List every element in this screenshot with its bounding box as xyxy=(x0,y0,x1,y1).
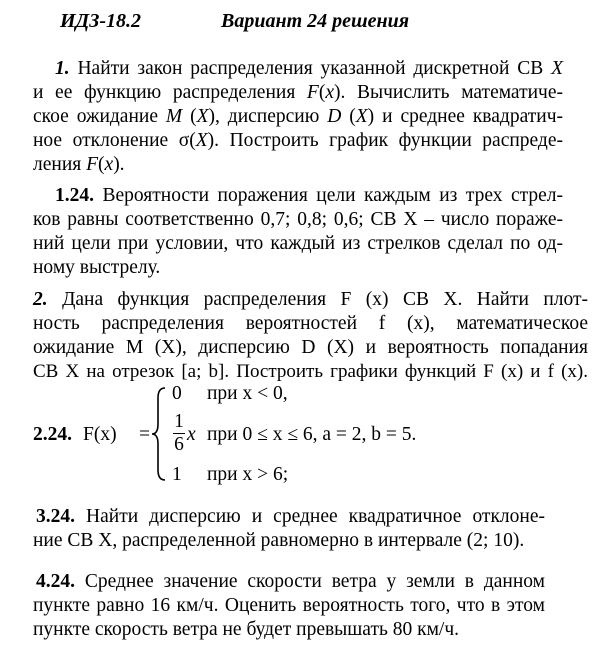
fraction-numerator: 1 xyxy=(174,411,184,432)
task-3-24-line: ние СВ X, распределенной равномерно в интервале (2; 10). xyxy=(33,530,525,551)
case-2-value: 1 xyxy=(172,464,182,485)
text: ское ожидание xyxy=(33,106,166,127)
task-4-24-line: пункте равно 16 км/ч. Оценить вероятность того, что в этом xyxy=(33,595,545,616)
text: Среднее значение скорости ветра у земли в данном xyxy=(84,571,546,592)
task-4-24-line xyxy=(33,570,545,594)
var-x: X xyxy=(195,130,208,151)
task-2 xyxy=(33,288,588,384)
task-1-number: 1. xyxy=(55,58,70,79)
text: Вероятности поражения цели каждым из трех стрел- xyxy=(102,185,563,206)
task-4-24 xyxy=(33,570,545,642)
task-4-24-number: 4.24. xyxy=(36,571,75,592)
text: ). Вычислить математиче- xyxy=(334,82,563,103)
task-1-24-line: ному выстрелу. xyxy=(33,257,161,278)
equals-sign: = xyxy=(139,424,150,445)
task-1-24-line: ков равны соответственно 0,7; 0,8; 0,6; СВ X – число пораже- xyxy=(33,209,563,230)
fraction-denominator: 6 xyxy=(174,434,184,455)
text: и ее функцию распределения xyxy=(33,82,307,103)
task-4-24-line: пункте скорость ветра не будет превышать 80 км/ч. xyxy=(33,619,460,640)
task-2-line xyxy=(33,288,588,312)
text: ). Построить график функции распреде- xyxy=(207,130,563,151)
task-1 xyxy=(33,57,563,177)
task-2-line: ность распределения вероятностей f (x), математическое xyxy=(33,313,588,334)
text: ( xyxy=(98,154,105,175)
text: ное отклонение σ( xyxy=(33,130,196,151)
var-d: D xyxy=(327,106,342,127)
task-2-24-formula xyxy=(33,380,593,490)
task-1-line xyxy=(33,129,563,153)
var-f: F xyxy=(306,82,319,103)
text: Дана функция распределения F (x) СВ X. Найти плот- xyxy=(62,289,589,310)
task-1-24-line xyxy=(33,184,563,208)
case-1-variable: x xyxy=(187,424,196,445)
task-1-line xyxy=(33,81,563,105)
task-3-24-line xyxy=(33,505,545,529)
function-name: F(x) xyxy=(83,424,117,445)
text: ( xyxy=(182,106,197,127)
text: Найти закон распределения указанной дискретной СВ xyxy=(77,58,552,79)
document-header xyxy=(60,9,460,35)
text: ( xyxy=(318,82,326,103)
text: ( xyxy=(341,106,356,127)
case-1-condition: при 0 ≤ x ≤ 6, a = 2, b = 5. xyxy=(207,424,417,445)
case-0-condition: при x < 0, xyxy=(207,383,288,404)
var-x: x xyxy=(104,154,114,175)
text: ) и среднее квадратич- xyxy=(367,106,563,127)
task-1-line xyxy=(33,105,563,129)
text: ). xyxy=(113,154,125,175)
var-x: X xyxy=(196,106,209,127)
text: Найти дисперсию и среднее квадратичное отклоне- xyxy=(86,506,545,527)
task-1-24 xyxy=(33,184,563,280)
task-1-24-number: 1.24. xyxy=(55,185,94,206)
task-1-line xyxy=(33,57,563,81)
left-brace-icon xyxy=(151,386,167,482)
variant-title: Вариант 24 решения xyxy=(221,10,410,32)
var-x: X xyxy=(355,106,368,127)
case-0-value: 0 xyxy=(172,383,182,404)
text: ления xyxy=(33,154,87,175)
var-f: F xyxy=(86,154,99,175)
var-x: X xyxy=(551,58,563,79)
case-2-condition: при x > 6; xyxy=(207,464,289,485)
fraction-one-sixth xyxy=(172,411,186,456)
task-2-line: СВ X на отрезок [a; b]. Построить графики функций F (x) и f (x). xyxy=(33,361,588,382)
task-3-24-number: 3.24. xyxy=(36,506,75,527)
var-m: M xyxy=(165,106,183,127)
assignment-id: ИДЗ-18.2 xyxy=(60,10,142,32)
task-3-24 xyxy=(33,505,545,553)
task-2-24-number: 2.24. xyxy=(33,424,72,445)
text: ), дисперсию xyxy=(208,106,328,127)
task-2-number: 2. xyxy=(33,289,48,310)
task-1-line xyxy=(33,153,563,177)
var-x: x xyxy=(325,82,334,103)
task-2-line: ожидание M (X), дисперсию D (X) и вероятность попадания xyxy=(33,337,588,358)
task-1-24-line: ний цели при условии, что каждый из стрелков сделал по од- xyxy=(33,233,563,254)
